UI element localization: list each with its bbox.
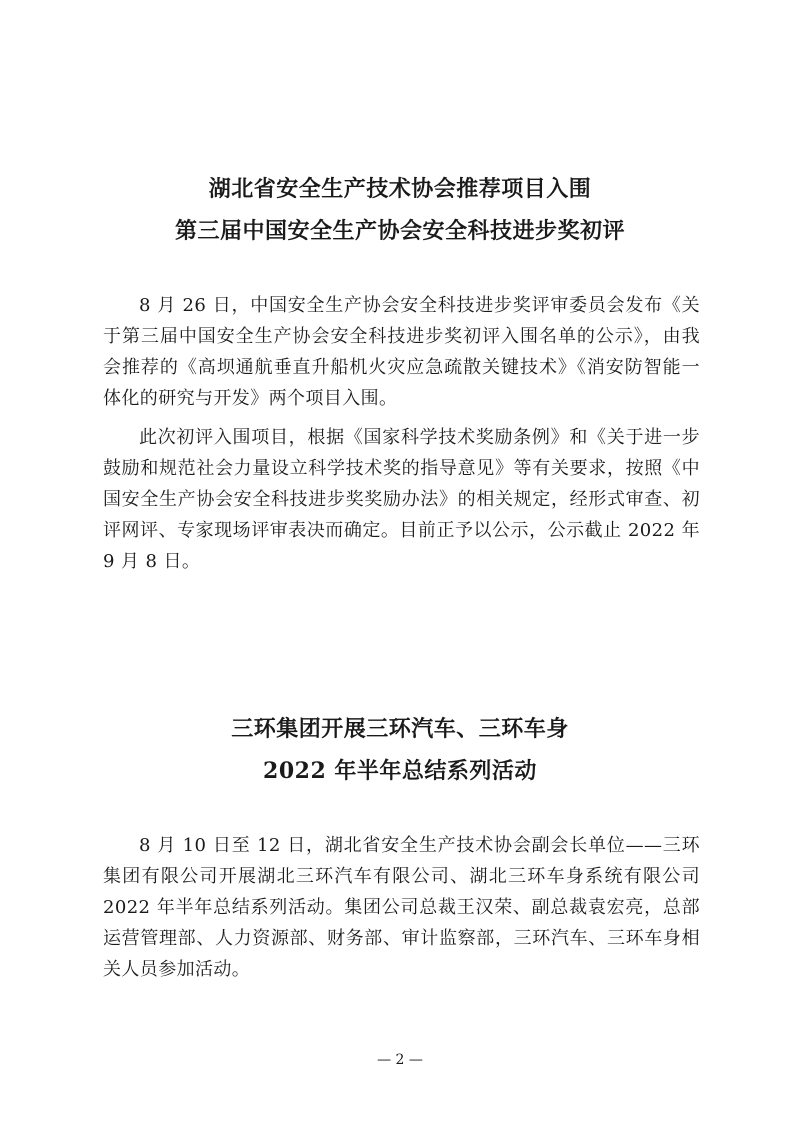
article1-title-line-2: 第三届中国安全生产协会安全科技进步奖初评 <box>174 218 625 244</box>
article1-paragraph-1: 8 月 26 日，中国安全生产协会安全科技进步奖评审委员会发布《关于第三届中国安全生产协会安全科技进步奖初评入围名单的公示》，由我会推荐的《高坝通航垂直升船机火灾应急疏散关键技术》《消安防智能一体化的研究与开发》两个项目入围。 <box>103 295 700 409</box>
page-number: — 2 — <box>377 1052 423 1068</box>
article2-paragraph-1: 8 月 10 日至 12 日，湖北省安全生产技术协会副会长单位——三环集团有限公司开展湖北三环汽车有限公司、湖北三环车身系统有限公司 2022 年半年总结系列活动。集团公司总裁王汉荣、副总裁袁宏亮，总部运营管理部、人力资源部、财务部、审计监察部，三环汽车、三环车身相关人员参加活动。 <box>103 835 700 980</box>
article1-body <box>103 290 700 577</box>
article2-body <box>103 830 700 985</box>
article1-paragraph-2: 此次初评入围项目，根据《国家科学技术奖励条例》和《关于进一步鼓励和规范社会力量设立科学技术奖的指导意见》等有关要求，按照《中国安全生产协会安全科技进步奖奖励办法》的相关规定，经形式审查、初评网评、专家现场评审表决而确定。目前正予以公示，公示截止 2022 年 9 月 8 日。 <box>103 427 700 572</box>
article1-title <box>60 168 740 252</box>
article2-title-line-1: 三环集团开展三环汽车、三环车身 <box>231 716 569 742</box>
article1-title-line-1: 湖北省安全生产技术协会推荐项目入围 <box>208 176 592 202</box>
article2-title <box>60 708 740 792</box>
article2-title-line-2: 2022 年半年总结系列活动 <box>263 758 537 784</box>
